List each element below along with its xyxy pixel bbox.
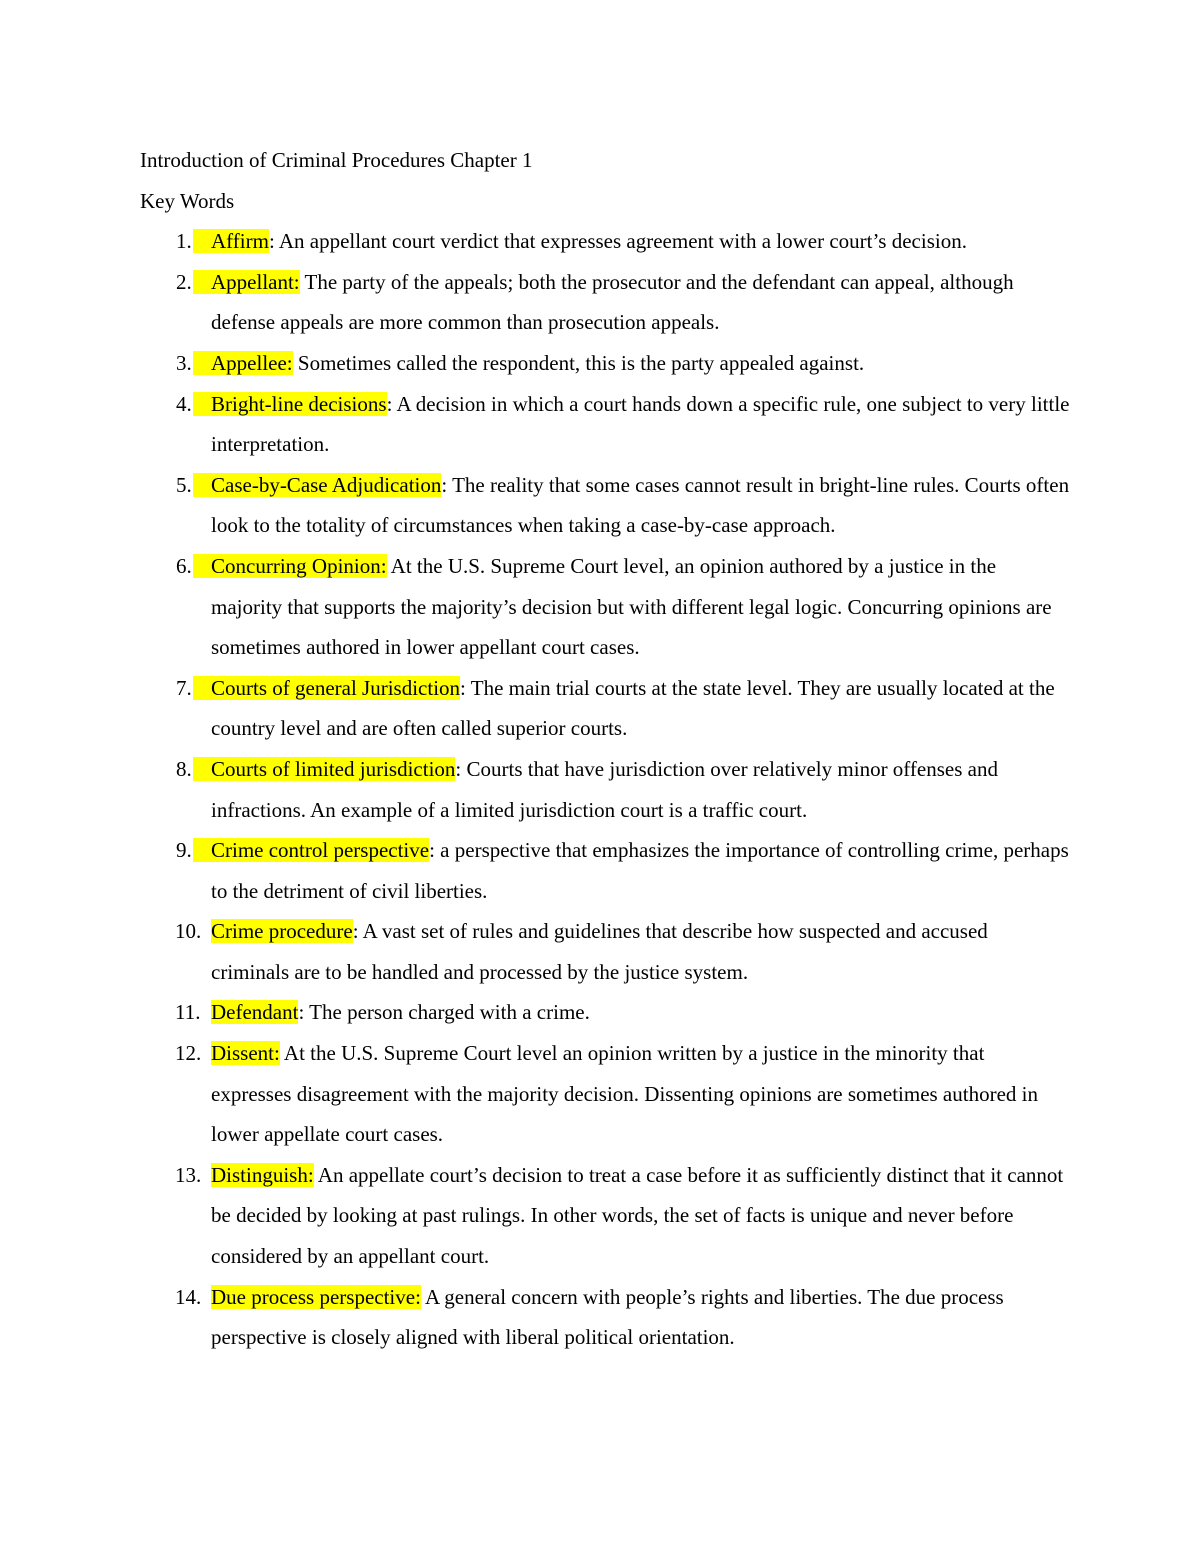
highlighted-term: Due process perspective: <box>211 1284 421 1309</box>
highlighted-term: Defendant <box>211 1000 299 1025</box>
term-definition: : The reality that some cases cannot result in bright-line rules. Courts often look to the totality of circumstances when taking a case-by-case approach. <box>211 472 1070 538</box>
item-number: 2. <box>176 269 192 294</box>
item-number: 7. <box>176 675 192 700</box>
term-definition: The party of the appeals; both the prosecutor and the defendant can appeal, although defense appeals are more common than prosecution appeals. <box>211 269 1014 335</box>
key-word-item <box>140 221 1070 262</box>
key-word-item <box>140 1033 1070 1155</box>
highlighted-term: Courts of limited jurisdiction <box>193 757 455 781</box>
key-word-item <box>140 262 1070 343</box>
term-definition: At the U.S. Supreme Court level an opinion written by a justice in the minority that expresses disagreement with the majority decision. Dissenting opinions are sometimes authored in lower appellate court cases. <box>211 1041 1038 1147</box>
term-definition: : The person charged with a crime. <box>298 1000 590 1025</box>
key-word-item <box>140 1155 1070 1277</box>
item-number: 11. <box>175 1000 201 1025</box>
key-word-item <box>140 911 1070 992</box>
key-word-item <box>140 668 1070 749</box>
key-word-item <box>140 992 1070 1033</box>
term-definition: A general concern with people’s rights and liberties. The due process perspective is closely aligned with liberal political orientation. <box>211 1284 1004 1350</box>
item-number: 14. <box>175 1284 202 1309</box>
item-number: 9. <box>176 838 192 863</box>
term-definition: An appellate court’s decision to treat a case before it as sufficiently distinct that it cannot be decided by looking at past rulings. In other words, the set of facts is unique and never before considered by an appellant court. <box>211 1162 1064 1269</box>
document-subtitle: Key Words <box>140 188 235 213</box>
item-number: 12. <box>175 1041 202 1066</box>
item-number: 8. <box>176 756 192 781</box>
term-definition: : An appellant court verdict that expresses agreement with a lower court’s decision. <box>268 229 967 254</box>
key-words-list <box>140 221 1070 1358</box>
term-definition: At the U.S. Supreme Court level, an opinion authored by a justice in the majority that supports the majority’s decision but with different legal logic. Concurring opinions are sometimes authored in lower appellant court cases. <box>211 553 1052 660</box>
highlighted-term: Bright-line decisions <box>193 392 387 416</box>
highlighted-term: Appellee: <box>193 351 293 375</box>
term-definition: : a perspective that emphasizes the importance of controlling crime, perhaps to the detriment of civil liberties. <box>211 838 1069 903</box>
document-title: Introduction of Criminal Procedures Chapter 1 <box>140 148 533 172</box>
key-word-item <box>140 343 1070 384</box>
key-word-item <box>140 546 1070 668</box>
highlighted-term: Appellant: <box>193 270 300 294</box>
key-word-item <box>140 1277 1070 1358</box>
highlighted-term: Concurring Opinion: <box>193 554 387 578</box>
highlighted-term: Courts of general Jurisdiction <box>193 676 460 700</box>
highlighted-term: Distinguish: <box>211 1162 314 1187</box>
key-word-item <box>140 384 1070 465</box>
document-body <box>140 140 1070 1358</box>
term-definition: : The main trial courts at the state level. They are usually located at the country level and are often called superior courts. <box>211 675 1055 741</box>
key-word-item <box>140 830 1070 911</box>
item-number: 6. <box>176 553 192 578</box>
highlighted-term: Crime control perspective <box>193 838 429 862</box>
item-number: 10. <box>175 919 202 944</box>
item-number: 3. <box>176 350 192 375</box>
highlighted-term: Case-by-Case Adjudication <box>193 473 441 497</box>
item-number: 4. <box>176 391 192 416</box>
term-definition: : A decision in which a court hands down a specific rule, one subject to very little interpretation. <box>211 391 1070 457</box>
term-definition: : A vast set of rules and guidelines that describe how suspected and accused criminals are to be handled and processed by the justice system. <box>211 919 988 984</box>
item-number: 1. <box>176 229 192 254</box>
term-definition: Sometimes called the respondent, this is the party appealed against. <box>292 350 865 375</box>
highlighted-term: Dissent: <box>211 1041 280 1066</box>
key-word-item <box>140 749 1070 830</box>
highlighted-term: Affirm <box>193 229 269 253</box>
item-number: 5. <box>176 472 192 497</box>
highlighted-term: Crime procedure <box>211 919 353 944</box>
key-word-item <box>140 465 1070 546</box>
term-definition: : Courts that have jurisdiction over relatively minor offenses and infractions. An example of a limited jurisdiction court is a traffic court. <box>211 756 998 822</box>
item-number: 13. <box>175 1162 202 1187</box>
